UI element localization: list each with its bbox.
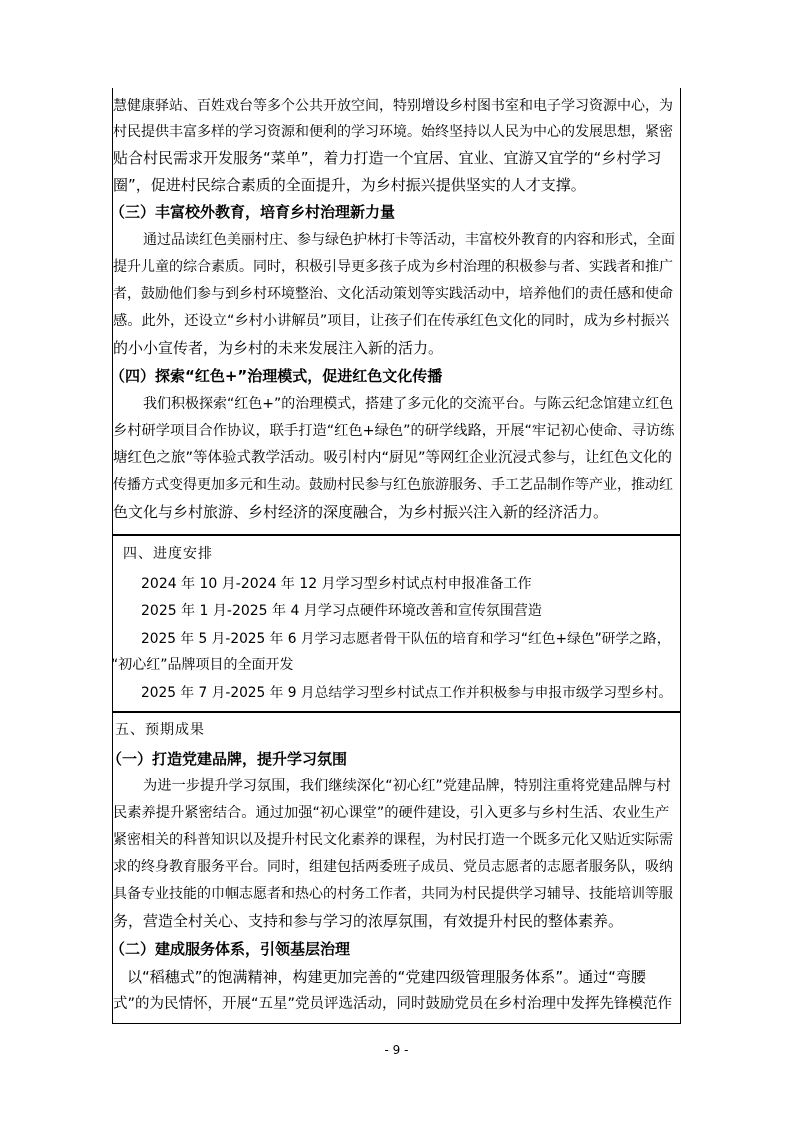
paragraph-line: 紧密相关的科普知识以及提升村民文化素养的课程，为村民打造一个既多元化又贴近实际需 (113, 832, 673, 848)
schedule-line: 2025 年 7 月-2025 年 9 月总结学习型乡村试点工作并积极参与申报市级学习型乡村。 (141, 685, 673, 701)
paragraph-line: 求的终身教育服务平台。同时，组建包括两委班子成员、党员志愿者的志愿者服务队，吸纳 (113, 859, 673, 875)
schedule-line: 2024 年 10 月-2024 年 12 月学习型乡村试点村申报准备工作 (141, 576, 532, 592)
paragraph-line: 以“稻穗式”的饱满精神，构建更加完善的“党建四级管理服务体系”。通过“弯腰 (127, 968, 646, 986)
paragraph-line: 务，营造全村关心、支持和参与学习的浓厚氛围，有效提升村民的整体素养。 (113, 912, 624, 930)
subsection-heading: （二）建成服务体系，引领基层治理 (110, 940, 351, 958)
paragraph-line: 的小小宣传者，为乡村的未来发展注入新的活力。 (113, 339, 444, 357)
paragraph-line: 圈”，促进村民综合素质的全面提升，为乡村振兴提供坚实的人才支撑。 (113, 176, 586, 194)
paragraph-line: 式”的为民情怀，开展“五星”党员评选活动，同时鼓励党员在乡村治理中发挥先锋模范作 (113, 996, 673, 1012)
paragraph-line: 感。此外，还设立“乡村小讲解员”项目，让孩子们在传承红色文化的同时，成为乡村振兴 (113, 313, 670, 329)
paragraph-line: 为进一步提升学习氛围，我们继续深化“初心红”党建品牌，特别注重将党建品牌与村 (143, 778, 671, 794)
schedule-box (112, 535, 681, 712)
paragraph-line: 提升儿童的综合素质。同时，积极引导更多孩子成为乡村治理的积极参与者、实践者和推广 (113, 259, 673, 275)
page-number: - 9 - (384, 1043, 409, 1057)
paragraph-line: 贴合村民需求开发服务“菜单”，着力打造一个宜居、宜业、宜游又宜学的“乡村学习 (113, 149, 662, 167)
schedule-line: 2025 年 5 月-2025 年 6 月学习志愿者骨干队伍的培育和学习“红色+绿色”研学之路， (141, 631, 671, 647)
paragraph-line: 具备专业技能的巾帼志愿者和热心的村务工作者，共同为村民提供学习辅导、技能培训等服 (113, 886, 673, 902)
schedule-line: “初心红”品牌项目的全面开发 (111, 657, 294, 673)
paragraph-line: 村民提供丰富多样的学习资源和便利的学习环境。始终坚持以人民为中心的发展思想，紧密 (113, 124, 673, 140)
section-title: 五、预期成果 (115, 722, 205, 738)
paragraph-line: 乡村研学项目合作协议，联手打造“红色+绿色”的研学线路，开展“牢记初心使命、寻访练 (113, 423, 675, 439)
subsection-heading: （一）打造党建品牌，提升学习氛围 (107, 750, 348, 768)
paragraph-line: 者，鼓励他们参与到乡村环境整治、文化活动策划等实践活动中，培养他们的责任感和使命 (113, 286, 673, 302)
paragraph-line: 色文化与乡村旅游、乡村经济的深度融合，为乡村振兴注入新的经济活力。 (113, 503, 609, 521)
paragraph-line: 通过品读红色美丽村庄、参与绿色护林打卡等活动，丰富校外教育的内容和形式，全面 (143, 232, 675, 248)
schedule-line: 2025 年 1 月-2025 年 4 月学习点硬件环境改善和宣传氛围营造 (141, 603, 542, 619)
content-box-continued (112, 88, 681, 535)
subsection-heading: （四）探索“红色+”治理模式，促进红色文化传播 (110, 367, 443, 385)
subsection-heading: （三）丰富校外教育，培育乡村治理新力量 (110, 203, 396, 221)
paragraph-line: 民素养提升紧密结合。通过加强“初心课堂”的硬件建设，引入更多与乡村生活、农业生产 (113, 805, 670, 821)
paragraph-line: 传播方式变得更加多元和生动。鼓励村民参与红色旅游服务、手工艺品制作等产业，推动红 (113, 477, 673, 493)
paragraph-line: 慧健康驿站、百姓戏台等多个公共开放空间，特别增设乡村图书室和电子学习资源中心，为 (113, 98, 673, 114)
outcomes-box (107, 712, 681, 1024)
section-title: 四、进度安排 (123, 546, 213, 562)
paragraph-line: 我们积极探索“红色+”的治理模式，搭建了多元化的交流平台。与陈云纪念馆建立红色 (143, 396, 674, 412)
paragraph-line: 塘红色之旅”等体验式教学活动。吸引村内“厨见”等网红企业沉浸式参与，让红色文化的 (113, 450, 673, 466)
